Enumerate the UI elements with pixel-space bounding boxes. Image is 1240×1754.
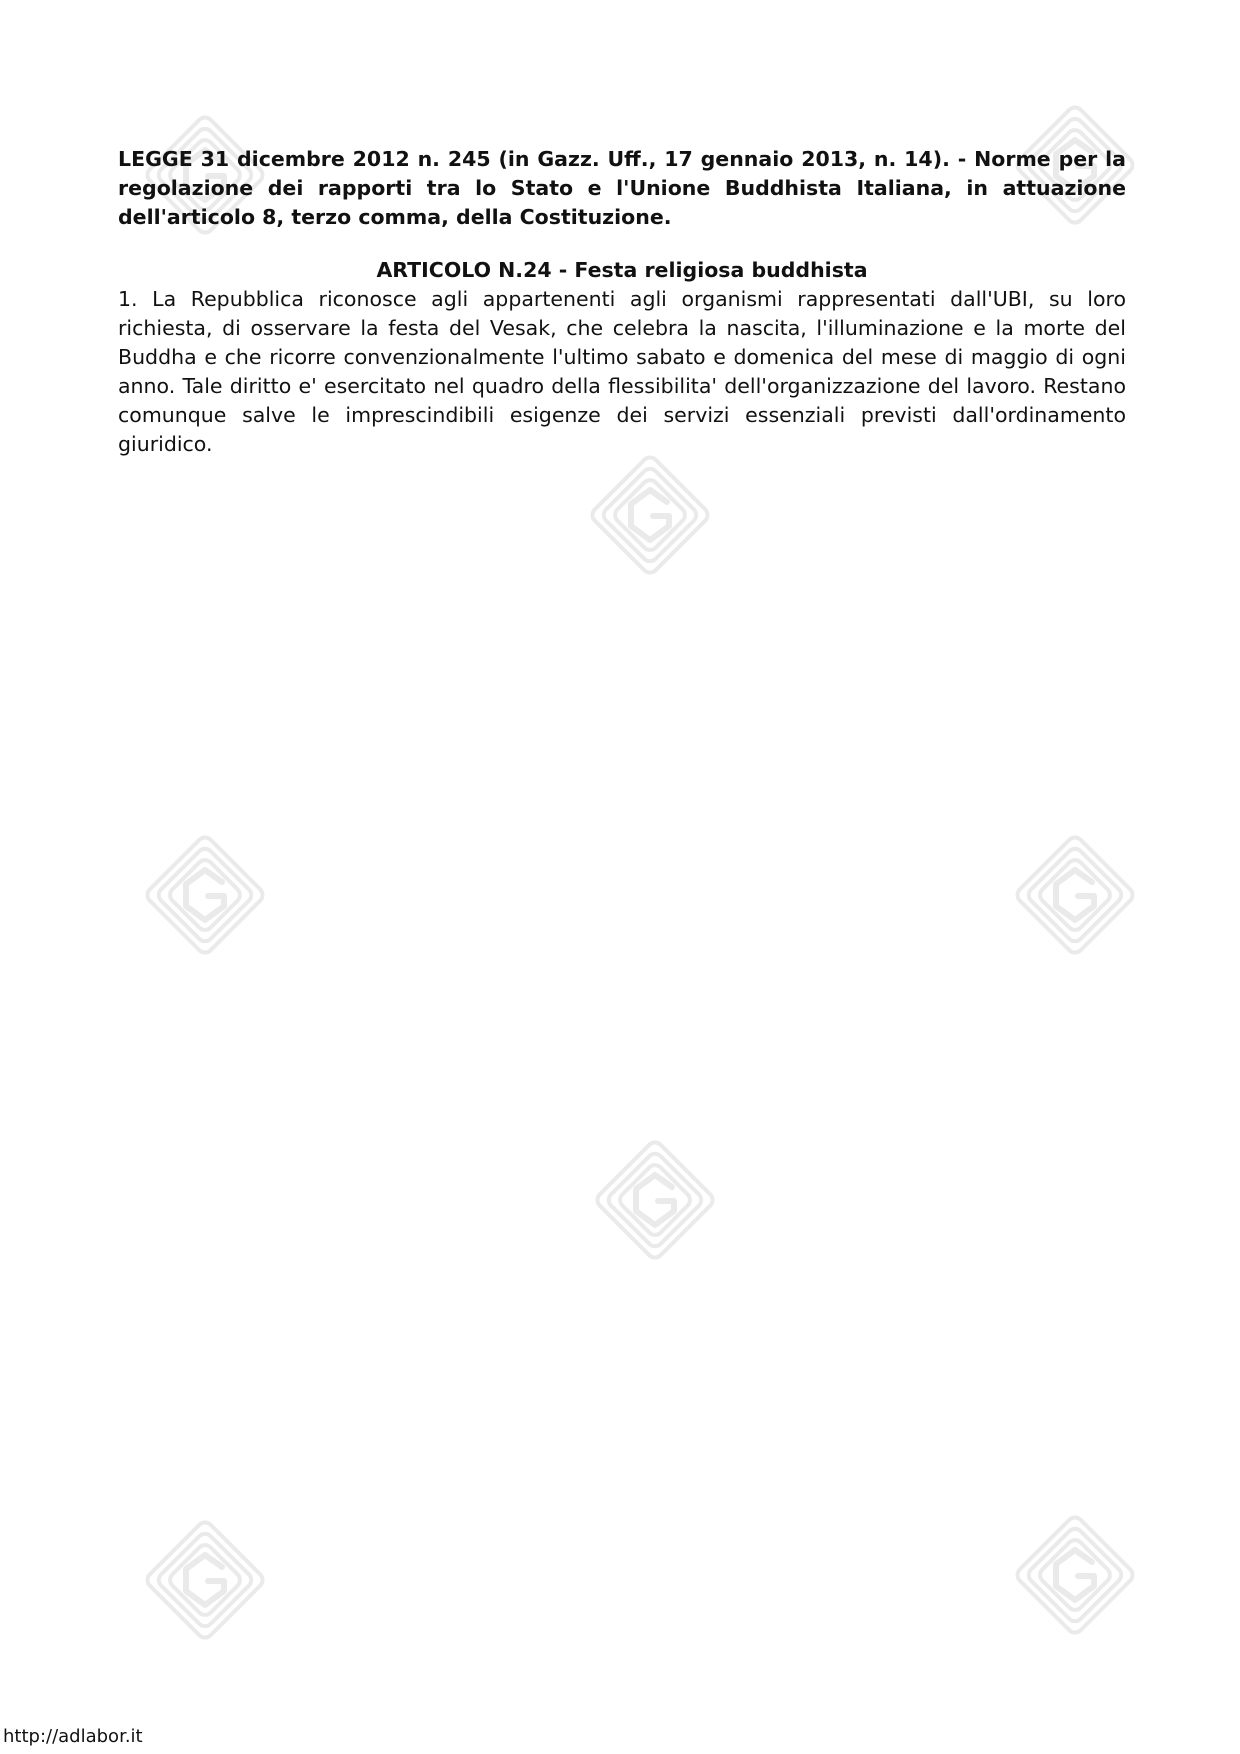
document-content (118, 145, 1126, 459)
footer-url: http://adlabor.it (3, 1726, 143, 1747)
g-logo-watermark-icon (130, 820, 280, 970)
g-logo-watermark-icon (1000, 820, 1150, 970)
law-header: LEGGE 31 dicembre 2012 n. 245 (in Gazz. Uff., 17 gennaio 2013, n. 14). - Norme per la regolazione dei rapporti tra lo Stato e l'Unione Buddhista Italiana, in attuazione dell'articolo 8, terzo comma, della Costituzione. (118, 147, 1126, 229)
g-logo-watermark-icon (1000, 1500, 1150, 1650)
article-title: ARTICOLO N.24 - Festa religiosa buddhista (376, 258, 868, 282)
g-logo-watermark-icon (575, 440, 725, 590)
article-body: 1. La Repubblica riconosce agli appartenenti agli organismi rappresentati dall'UBI, su loro richiesta, di osservare la festa del Vesak, che celebra la nascita, l'illuminazione e la morte del Buddha e che ricorre convenzionalmente l'ultimo sabato e domenica del mese di maggio di ogni anno. Tale diritto e' esercitato nel quadro della flessibilita' dell'organizzazione del lavoro. Restano comunque salve le imprescindibili esigenze dei servizi essenziali previsti dall'ordinamento giuridico. (118, 287, 1126, 456)
g-logo-watermark-icon (580, 1125, 730, 1275)
g-logo-watermark-icon (130, 1505, 280, 1655)
